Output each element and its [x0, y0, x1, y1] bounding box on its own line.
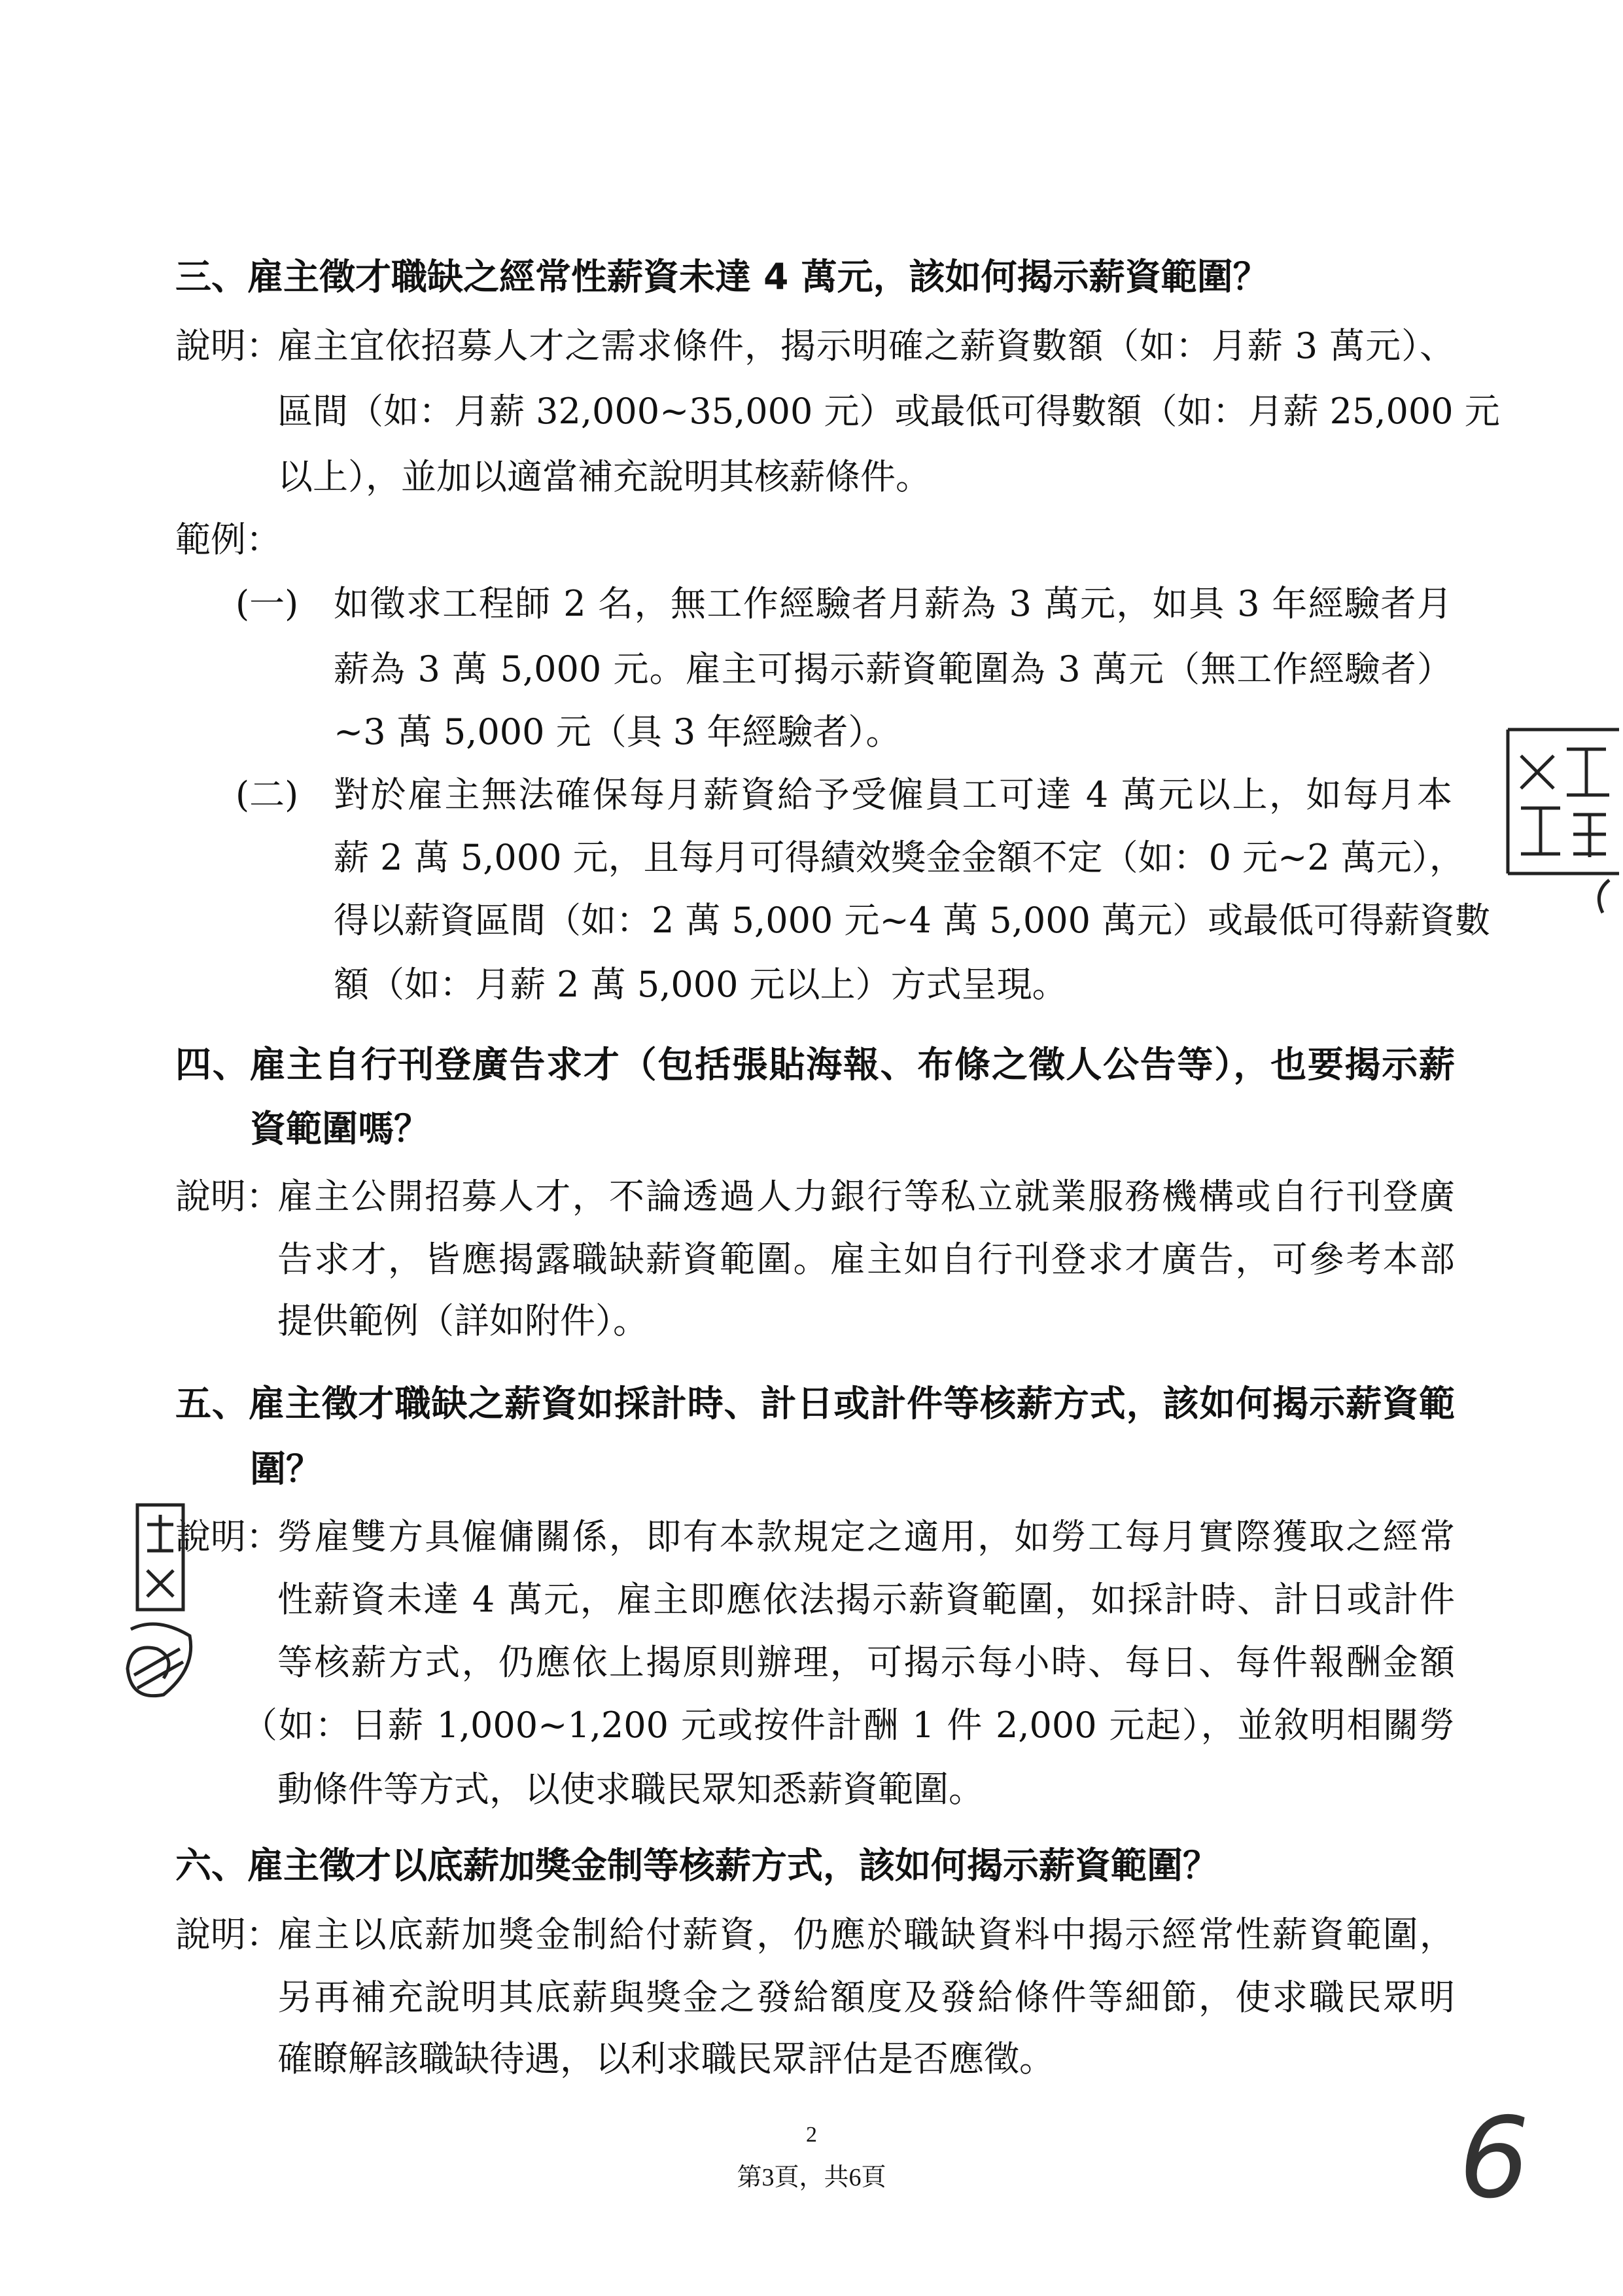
section-4-desc-line: 雇主公開招募人才，不論透過人力銀行等私立就業服務機構或自行刊登廣: [277, 1176, 1455, 1217]
section-6-desc-line: 雇主以底薪加獎金制給付薪資，仍應於職缺資料中揭示經常性薪資範圍，: [277, 1914, 1455, 1955]
section-6-desc-line: 確瞭解該職缺待遇，以利求職民眾評估是否應徵。: [277, 2038, 1055, 2079]
section-4-desc-label: 說明：: [175, 1176, 281, 1217]
section-5-desc-line: 性薪資未達 4 萬元，雇主即應依法揭示薪資範圍，如採計時、計日或計件: [277, 1579, 1455, 1620]
example-2-line: 額（如：月薪 2 萬 5,000 元以上）方式呈現。: [334, 964, 1068, 1005]
page-info: 第3頁，共6頁: [737, 2164, 886, 2191]
right-seal-stamp-icon: [1495, 716, 1623, 919]
section-6-desc-label: 說明：: [175, 1914, 281, 1955]
section-5-desc-line: 勞雇雙方具僱傭關係，即有本款規定之適用，如勞工每月實際獲取之經常: [277, 1516, 1455, 1557]
section-3-title: 三、雇主徵才職缺之經常性薪資未達 4 萬元，該如何揭示薪資範圍？: [175, 256, 1269, 298]
example-1-line: 如徵求工程師 2 名，無工作經驗者月薪為 3 萬元，如具 3 年經驗者月: [334, 583, 1452, 624]
section-4-title-line: 資範圍嗎？: [250, 1108, 430, 1150]
section-3-desc-line: 以上），並加以適當補充說明其核薪條件。: [277, 456, 931, 497]
section-4-title-line: 四、雇主自行刊登廣告求才（包括張貼海報、布條之徵人公告等），也要揭示薪: [175, 1044, 1455, 1086]
section-5-title-line: 圍？: [250, 1448, 323, 1490]
example-2-marker: (二): [236, 774, 299, 815]
section-5-desc-line: 動條件等方式，以使求職民眾知悉薪資範圍。: [277, 1769, 984, 1810]
section-6-title: 六、雇主徵才以底薪加獎金制等核薪方式，該如何揭示薪資範圍？: [175, 1845, 1219, 1886]
handwritten-page-mark: 6: [1459, 2094, 1530, 2223]
example-1-marker: (一): [236, 583, 299, 624]
section-6-desc-line: 另再補充說明其底薪與獎金之發給額度及發給條件等細節，使求職民眾明: [277, 1977, 1455, 2018]
example-1-line: ~3 萬 5,000 元（具 3 年經驗者）。: [334, 711, 901, 752]
page-number: 2: [806, 2123, 817, 2147]
example-1-line: 薪為 3 萬 5,000 元。雇主可揭示薪資範圍為 3 萬元（無工作經驗者）: [334, 648, 1452, 690]
section-3-example-label: 範例：: [175, 519, 281, 560]
section-3-desc-label: 說明：: [175, 325, 281, 366]
example-2-line: 得以薪資區間（如：2 萬 5,000 元~4 萬 5,000 萬元）或最低可得薪資數: [334, 900, 1491, 941]
section-5-desc-label: 說明：: [175, 1516, 281, 1557]
example-2-line: 薪 2 萬 5,000 元，且每月可得績效獎金金額不定（如：0 元~2 萬元），: [334, 837, 1465, 878]
section-4-desc-line: 提供範例（詳如附件）。: [277, 1300, 648, 1341]
section-5-desc-line: 等核薪方式，仍應依上揭原則辦理，可揭示每小時、每日、每件報酬金額: [277, 1642, 1455, 1683]
section-5-desc-line: （如：日薪 1,000~1,200 元或按件計酬 1 件 2,000 元起），並敘明相關勞: [242, 1704, 1455, 1746]
section-3-desc-line: 雇主宜依招募人才之需求條件，揭示明確之薪資數額（如：月薪 3 萬元）、: [277, 325, 1455, 366]
example-2-line: 對於雇主無法確保每月薪資給予受僱員工可達 4 萬元以上，如每月本: [334, 774, 1452, 815]
left-seal-stamp-icon: [118, 1498, 203, 1714]
section-4-desc-line: 告求才，皆應揭露職缺薪資範圍。雇主如自行刊登求才廣告，可參考本部: [277, 1239, 1455, 1280]
section-5-title-line: 五、雇主徵才職缺之薪資如採計時、計日或計件等核薪方式，該如何揭示薪資範: [175, 1383, 1455, 1424]
section-3-desc-line: 區間（如：月薪 32,000~35,000 元）或最低可得數額（如：月薪 25,000 元: [277, 391, 1500, 432]
